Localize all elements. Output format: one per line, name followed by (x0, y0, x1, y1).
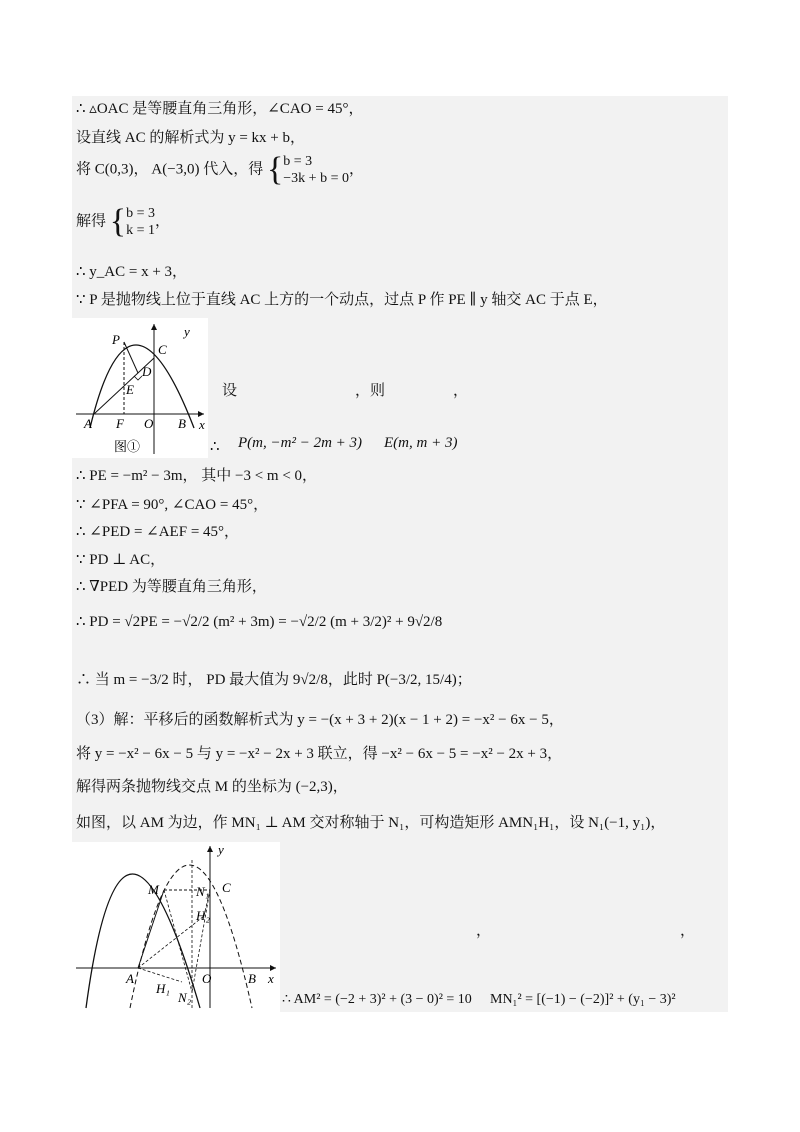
line-3 (76, 153, 364, 187)
line-16-text: （3）解：平移后的函数解析式为 y = −(x + 3 + 2)(x − 1 + 2) = −x² − 6x − 5， (76, 712, 564, 728)
fig1-label-F: F (116, 416, 124, 431)
line-15-text: ∴ 当 m = −3/2 时， PD 最大值为 9√2/8，此时 P(−3/2, 15/4)； (76, 672, 472, 688)
line-7-c-text: ， (453, 383, 469, 399)
line-8-therefore (210, 437, 220, 457)
line-5 (76, 262, 187, 282)
equation-system-2 (126, 205, 155, 239)
line-11 (76, 522, 239, 542)
system-1-eq2: −3k + b = 0 (283, 171, 349, 186)
line-17 (76, 744, 562, 764)
line-4-pre: 解得 (76, 213, 107, 230)
line-14 (76, 612, 442, 632)
line-7-a (222, 381, 237, 401)
line-13 (76, 577, 267, 597)
fig2-label-H1: H₁ (156, 981, 170, 996)
line-10 (76, 495, 268, 515)
line-7-a-text: 设 (222, 383, 238, 399)
fig1-label-O: O (144, 416, 154, 431)
fig2-label-N1: N₁ (196, 884, 210, 899)
fig1-label-E: E (126, 382, 134, 397)
line-8-point-E (384, 433, 457, 453)
line-10-text: ∵ ∠PFA = 90°, ∠CAO = 45°， (76, 497, 269, 513)
line-7-c (453, 381, 468, 401)
line-8-point-E-text: E(m, m + 3) (384, 435, 458, 451)
line-20-comma-2 (680, 921, 695, 941)
fig1-label-P: P (112, 332, 120, 347)
system-2-eq1: b = 3 (126, 206, 155, 221)
line-20-comma-1 (476, 921, 491, 941)
line-5-text: ∴ y_AC = x + 3， (76, 264, 188, 280)
line-21-mn1-squared-text: MN₁² = [(−1) − (−2)]² + (y₁ − 3)² (490, 992, 676, 1007)
fig2-label-x: x (268, 971, 274, 986)
system-brace: { (109, 203, 127, 240)
equation-system-1 (283, 153, 349, 187)
line-20-comma-1-text: ， (476, 923, 492, 939)
line-17-text: 将 y = −x² − 6x − 5 与 y = −x² − 2x + 3 联立，得 −x² − 6x − 5 = −x² − 2x + 3， (76, 746, 563, 762)
fig2-label-O: O (202, 971, 212, 986)
line-8-therefore-text: ∴ (210, 439, 220, 455)
line-12 (76, 550, 165, 570)
line-14-text: ∴ PD = √2PE = −√2/2 (m² + 3m) = −√2/2 (m + 3/2)² + 9√2/8 (76, 614, 443, 630)
line-15 (76, 670, 472, 690)
line-2 (76, 128, 305, 148)
line-7-b-text: ，则 (355, 383, 386, 399)
line-20-comma-2-text: ， (680, 923, 696, 939)
line-13-text: ∴ ∇PED 为等腰直角三角形， (76, 579, 267, 595)
line-18-text: 解得两条抛物线交点 M 的坐标为 (−2,3)， (76, 779, 348, 795)
line-4 (76, 205, 170, 239)
line-11-text: ∴ ∠PED = ∠AEF = 45°， (76, 524, 240, 540)
fig1-label-x: x (199, 417, 205, 432)
system-brace: { (266, 151, 284, 188)
line-19-text: 如图，以 AM 为边，作 MN₁ ⊥ AM 交对称轴于 N₁，可构造矩形 AMN₁H₁，设 N₁(−1, y₁)， (76, 815, 666, 831)
line-9-text: ∴ PE = −m² − 3m， 其中 −3 < m < 0， (76, 468, 318, 484)
line-1-text: ∴ ▵OAC 是等腰直角三角形，∠CAO = 45°， (76, 101, 364, 117)
fig1-label-D: D (142, 364, 152, 379)
line-1 (76, 99, 363, 119)
fig1-label-y: y (184, 324, 190, 339)
line-2-text: 设直线 AC 的解析式为 y = kx + b， (76, 130, 306, 146)
line-6 (76, 290, 608, 310)
line-3-post: ， (348, 161, 364, 178)
system-1-eq1: b = 3 (283, 154, 313, 169)
fig2-label-H2: H₂ (196, 908, 210, 923)
fig1-label-B: B (178, 416, 186, 431)
fig2-label-A: A (126, 971, 134, 986)
figure-1-diagram (72, 318, 208, 458)
line-8-point-P (238, 433, 362, 453)
system-2-eq2: k = 1 (126, 223, 155, 238)
line-21-am-squared (282, 990, 472, 1010)
fig1-label-C: C (158, 342, 167, 357)
line-8-point-P-text: P(m, −m² − 2m + 3) (238, 435, 363, 451)
line-6-text: ∵ P 是抛物线上位于直线 AC 上方的一个动点，过点 P 作 PE ∥ y 轴交 AC 于点 E， (76, 292, 608, 308)
line-4-post: ， (155, 213, 171, 230)
line-3-pre: 将 C(0,3)， A(−3,0) 代入，得 (76, 161, 264, 178)
figure-2-diagram (72, 842, 280, 1012)
fig2-label-B: B (248, 971, 256, 986)
fig2-label-y: y (218, 842, 224, 857)
fig1-caption: 图① (114, 439, 141, 454)
line-7-b (355, 381, 385, 401)
fig1-label-A: A (84, 416, 92, 431)
line-9 (76, 466, 317, 486)
fig2-label-M: M (148, 882, 159, 897)
line-16 (76, 710, 564, 730)
line-12-text: ∵ PD ⊥ AC， (76, 552, 166, 568)
line-19 (76, 813, 665, 833)
fig2-label-N2: N₂ (178, 990, 192, 1005)
line-21-mn1-squared (490, 990, 676, 1010)
fig2-label-C: C (222, 880, 231, 895)
line-18 (76, 777, 348, 797)
line-21-am-squared-text: ∴ AM² = (−2 + 3)² + (3 − 0)² = 10 (282, 992, 472, 1007)
